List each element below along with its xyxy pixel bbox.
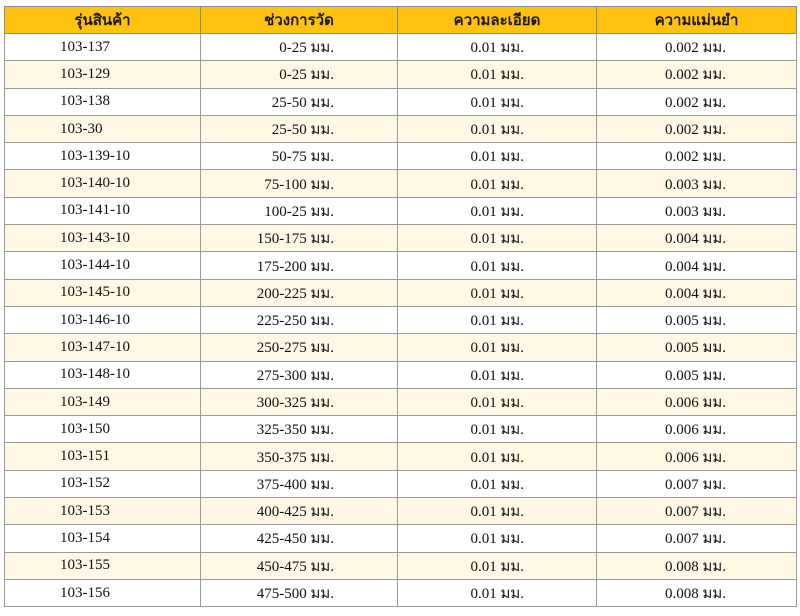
table-row: [5, 416, 797, 443]
cell-model: 103-129: [5, 61, 201, 88]
cell-model: 103-150: [5, 416, 201, 443]
cell-model: 103-141-10: [5, 197, 201, 224]
cell-measuring-range: 0-25 มม.: [201, 61, 398, 88]
cell-resolution: 0.01 มม.: [398, 225, 597, 252]
cell-measuring-range: 50-75 มม.: [201, 143, 398, 170]
cell-resolution: 0.01 มม.: [398, 143, 597, 170]
cell-resolution: 0.01 มม.: [398, 388, 597, 415]
cell-measuring-range: 275-300 มม.: [201, 361, 398, 388]
cell-measuring-range: 375-400 มม.: [201, 470, 398, 497]
cell-resolution: 0.01 มม.: [398, 197, 597, 224]
table-row: [5, 388, 797, 415]
cell-model: 103-149: [5, 388, 201, 415]
cell-resolution: 0.01 มม.: [398, 498, 597, 525]
table-row: [5, 34, 797, 61]
table-row: [5, 552, 797, 579]
cell-accuracy: 0.006 มม.: [597, 443, 797, 470]
cell-measuring-range: 425-450 มม.: [201, 525, 398, 552]
cell-model: 103-139-10: [5, 143, 201, 170]
table-row: [5, 225, 797, 252]
cell-accuracy: 0.004 มม.: [597, 225, 797, 252]
cell-model: 103-146-10: [5, 306, 201, 333]
cell-model: 103-140-10: [5, 170, 201, 197]
table-row: [5, 470, 797, 497]
cell-resolution: 0.01 มม.: [398, 525, 597, 552]
cell-accuracy: 0.005 มม.: [597, 361, 797, 388]
header-measuring-range: ช่วงการวัด: [201, 7, 398, 34]
cell-resolution: 0.01 มม.: [398, 115, 597, 142]
cell-measuring-range: 450-475 มม.: [201, 552, 398, 579]
cell-resolution: 0.01 มม.: [398, 470, 597, 497]
cell-model: 103-151: [5, 443, 201, 470]
cell-model: 103-154: [5, 525, 201, 552]
cell-measuring-range: 100-25 มม.: [201, 197, 398, 224]
cell-model: 103-30: [5, 115, 201, 142]
cell-measuring-range: 225-250 มม.: [201, 306, 398, 333]
table-row: [5, 143, 797, 170]
cell-resolution: 0.01 มม.: [398, 552, 597, 579]
table-row: [5, 88, 797, 115]
table-row: [5, 279, 797, 306]
micrometer-spec-table: [4, 6, 797, 607]
cell-measuring-range: 325-350 มม.: [201, 416, 398, 443]
table-row: [5, 525, 797, 552]
cell-measuring-range: 300-325 มม.: [201, 388, 398, 415]
cell-accuracy: 0.003 มม.: [597, 197, 797, 224]
cell-accuracy: 0.006 มม.: [597, 388, 797, 415]
cell-accuracy: 0.008 มม.: [597, 579, 797, 606]
cell-accuracy: 0.005 มม.: [597, 334, 797, 361]
table-row: [5, 443, 797, 470]
table-header-row: [5, 7, 797, 34]
table-row: [5, 361, 797, 388]
table-row: [5, 197, 797, 224]
cell-accuracy: 0.008 มม.: [597, 552, 797, 579]
table-row: [5, 170, 797, 197]
cell-model: 103-156: [5, 579, 201, 606]
table-row: [5, 579, 797, 606]
cell-resolution: 0.01 มม.: [398, 361, 597, 388]
cell-resolution: 0.01 มม.: [398, 170, 597, 197]
cell-model: 103-143-10: [5, 225, 201, 252]
cell-measuring-range: 475-500 มม.: [201, 579, 398, 606]
header-resolution: ความละเอียด: [398, 7, 597, 34]
cell-accuracy: 0.003 มม.: [597, 170, 797, 197]
cell-accuracy: 0.006 มม.: [597, 416, 797, 443]
cell-model: 103-137: [5, 34, 201, 61]
cell-model: 103-144-10: [5, 252, 201, 279]
table-row: [5, 334, 797, 361]
cell-accuracy: 0.002 มม.: [597, 115, 797, 142]
cell-measuring-range: 400-425 มม.: [201, 498, 398, 525]
cell-measuring-range: 25-50 มม.: [201, 115, 398, 142]
cell-measuring-range: 150-175 มม.: [201, 225, 398, 252]
cell-accuracy: 0.005 มม.: [597, 306, 797, 333]
cell-model: 103-153: [5, 498, 201, 525]
cell-model: 103-138: [5, 88, 201, 115]
cell-measuring-range: 0-25 มม.: [201, 34, 398, 61]
cell-accuracy: 0.007 มม.: [597, 525, 797, 552]
table-row: [5, 61, 797, 88]
cell-resolution: 0.01 มม.: [398, 334, 597, 361]
cell-resolution: 0.01 มม.: [398, 416, 597, 443]
cell-accuracy: 0.007 มม.: [597, 498, 797, 525]
header-accuracy: ความแม่นยำ: [597, 7, 797, 34]
cell-accuracy: 0.002 มม.: [597, 88, 797, 115]
cell-resolution: 0.01 มม.: [398, 443, 597, 470]
cell-resolution: 0.01 มม.: [398, 88, 597, 115]
cell-accuracy: 0.002 มม.: [597, 143, 797, 170]
cell-measuring-range: 200-225 มม.: [201, 279, 398, 306]
cell-resolution: 0.01 มม.: [398, 306, 597, 333]
cell-measuring-range: 25-50 มม.: [201, 88, 398, 115]
cell-resolution: 0.01 มม.: [398, 579, 597, 606]
cell-measuring-range: 250-275 มม.: [201, 334, 398, 361]
cell-measuring-range: 175-200 มม.: [201, 252, 398, 279]
cell-model: 103-147-10: [5, 334, 201, 361]
cell-resolution: 0.01 มม.: [398, 34, 597, 61]
cell-accuracy: 0.002 มม.: [597, 34, 797, 61]
cell-resolution: 0.01 มม.: [398, 279, 597, 306]
cell-measuring-range: 350-375 มม.: [201, 443, 398, 470]
cell-resolution: 0.01 มม.: [398, 61, 597, 88]
table-row: [5, 498, 797, 525]
cell-accuracy: 0.007 มม.: [597, 470, 797, 497]
cell-measuring-range: 75-100 มม.: [201, 170, 398, 197]
table-row: [5, 252, 797, 279]
cell-model: 103-148-10: [5, 361, 201, 388]
cell-accuracy: 0.004 มม.: [597, 252, 797, 279]
table-row: [5, 115, 797, 142]
cell-model: 103-145-10: [5, 279, 201, 306]
table-body: [5, 34, 797, 607]
cell-resolution: 0.01 มม.: [398, 252, 597, 279]
header-model: รุ่นสินค้า: [5, 7, 201, 34]
table-row: [5, 306, 797, 333]
cell-model: 103-155: [5, 552, 201, 579]
cell-model: 103-152: [5, 470, 201, 497]
cell-accuracy: 0.002 มม.: [597, 61, 797, 88]
cell-accuracy: 0.004 มม.: [597, 279, 797, 306]
